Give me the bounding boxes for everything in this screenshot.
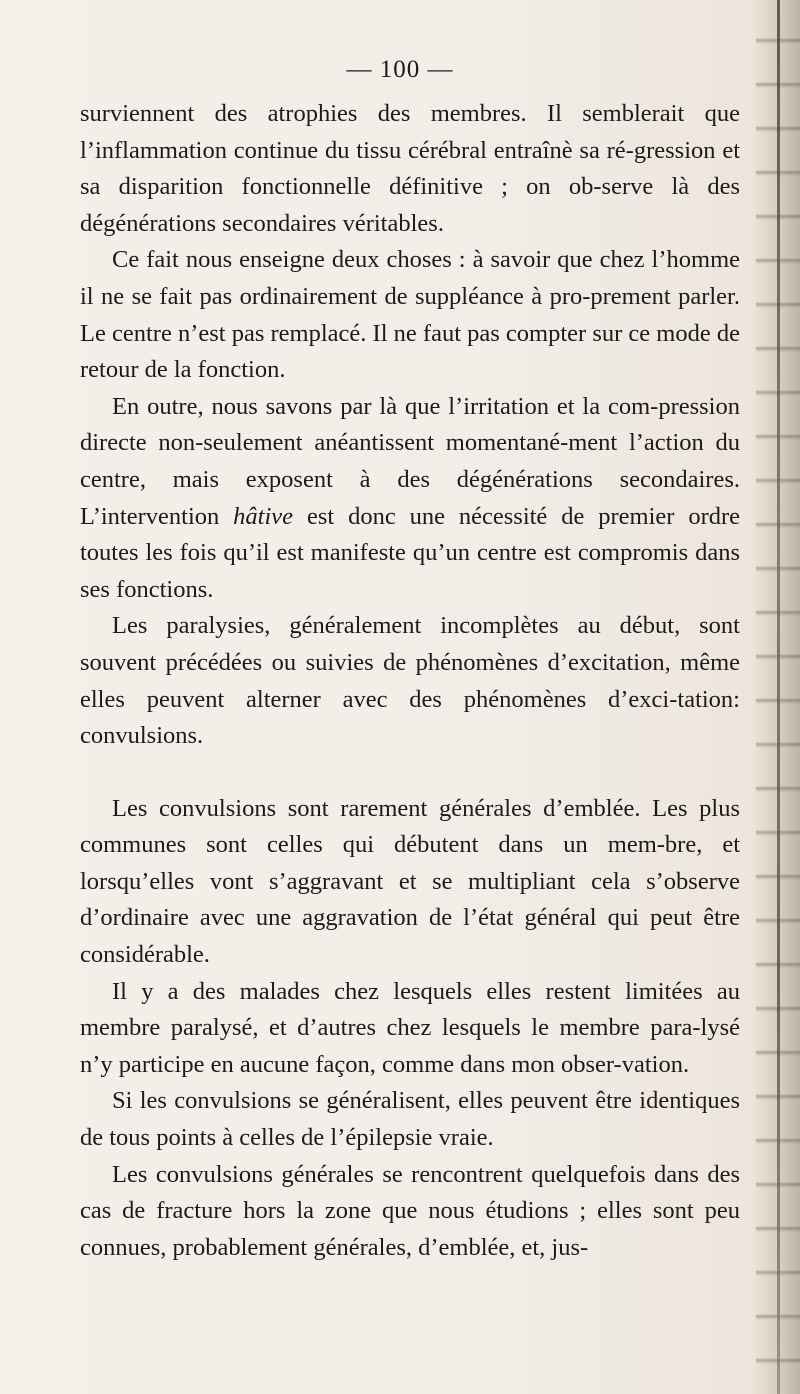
binding-edge [777,0,780,1394]
paragraph-7: Si les convulsions se généralisent, elles peuvent être identiques de tous points à celles de l’épilepsie vraie. [80,1087,740,1152]
paragraph-2: Ce fait nous enseigne deux choses : à savoir que chez l’homme il ne se fait pas ordinairement de suppléance à pro-prement parler. Le centre n’est pas remplacé. Il ne faut pas compter sur ce mode de retour de la fonction. [80,246,740,384]
paragraph-4: Les paralysies, généralement incomplètes au début, sont souvent précédées ou suivies de phénomènes d’excitation, même elles peuvent alterner avec des phénomènes d’exci-tation: convulsions. [80,612,740,750]
paragraph-3-part-2: est donc une nécessité de premier ordre toutes les fois qu’il est manifeste qu’un centre est compromis dans ses fonctions. [80,502,741,603]
paragraph-5: Les convulsions sont rarement générales d’emblée. Les plus communes sont celles qui débutent dans un mem-bre, et lorsqu’elles vont s’aggravant et se multipliant cela s’observe d’ordinaire avec une aggravation de l’état général qui peut être considérable. [80,794,740,969]
page-body [80,96,740,1266]
paragraph-8: Les convulsions générales se rencontrent quelquefois dans des cas de fracture hors la zone que nous étudions ; elles sont peu connues, probablement générales, d’emblée, et, jus- [80,1160,740,1261]
page-number-header: — 100 — [346,56,454,83]
paragraph-3 [80,389,740,609]
italic-word: hâtive [233,502,294,530]
paragraph-6: Il y a des malades chez lesquels elles restent limitées au membre paralysé, et d’autres chez lesquels le membre para-lysé n’y participe en aucune façon, comme dans mon obser-vation. [80,977,740,1078]
paragraph-3-part-1: En outre, nous savons par là que l’irritation et la com-pression directe non-seulement anéantissent momentané-ment l’action du centre, mais exposent à des dégénérations secondaires. L’intervention [80,392,740,530]
paragraph-1: surviennent des atrophies des membres. Il semblerait que l’inflammation continue du tissu cérébral entraînè sa ré-gression et sa disparition fonctionnelle définitive ; on ob-serve là des dégénérations secondaires véritables. [80,100,740,237]
